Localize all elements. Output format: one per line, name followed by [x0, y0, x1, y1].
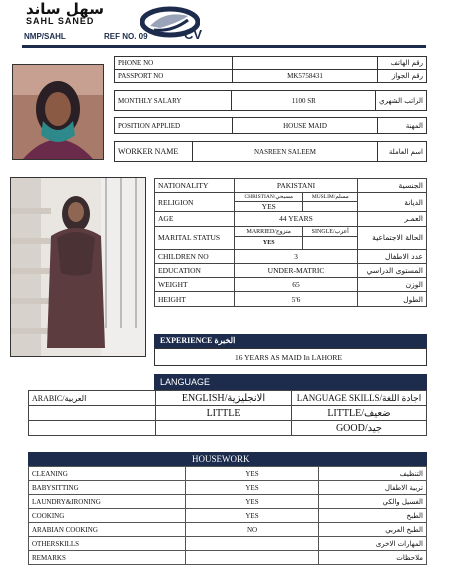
nationality-value: PAKISTANI: [235, 179, 358, 193]
salary-table: [114, 90, 427, 111]
fullbody-photo: [11, 178, 145, 356]
header-rule: [22, 45, 426, 48]
housework-value: [186, 551, 319, 565]
religion-label: RELIGION: [155, 193, 235, 212]
housework-label: REMARKS: [29, 551, 186, 565]
nationality-arabic: الجنسية: [358, 179, 427, 193]
housework-label: BABYSITTING: [29, 481, 186, 495]
phone-value: [233, 57, 378, 70]
marital-married-label: MARRIED/متزوج: [235, 226, 303, 236]
religion-christian-label: CHRISTIAN/مسيحي: [235, 193, 303, 202]
salary-arabic: الراتب الشهري: [376, 91, 427, 111]
marital-single-label: SINGLE/أعزب: [303, 226, 358, 236]
religion-christian-mark: YES: [235, 202, 303, 212]
weight-label: WEIGHT: [155, 278, 235, 292]
brand-arabic: سهل ساند: [26, 0, 104, 18]
housework-label: CLEANING: [29, 467, 186, 481]
worker-table: [114, 141, 427, 162]
housework-table: [28, 466, 427, 565]
phone-arabic: رقم الهاتف: [378, 57, 427, 70]
language-header: [154, 374, 427, 390]
marital-label: MARITAL STATUS: [155, 226, 235, 249]
housework-row: [29, 551, 427, 565]
ref-left: NMP/SAHL: [24, 32, 66, 41]
passport-value: MK5758431: [233, 70, 378, 83]
passport-arabic: رقم الجواز: [378, 70, 427, 83]
experience-value-cell: [154, 348, 427, 366]
housework-row: [29, 509, 427, 523]
housework-label: ARABIAN COOKING: [29, 523, 186, 537]
worker-value: NASREEN SALEEM: [193, 142, 378, 162]
housework-arabic: تربية الاطفال: [319, 481, 427, 495]
education-value: UNDER-MATRIC: [235, 263, 358, 277]
children-arabic: عدد الاطفال: [358, 249, 427, 263]
housework-value: YES: [186, 495, 319, 509]
english-level: LITTLE: [156, 406, 292, 421]
doc-type: CV: [184, 27, 203, 42]
housework-row: [29, 467, 427, 481]
personal-info-table: [154, 178, 427, 307]
portrait-photo-frame: [12, 64, 104, 160]
fullbody-photo-frame: [10, 177, 146, 357]
arabic-language-label: ARABIC/العربية: [29, 391, 156, 406]
brand-english: SAHL SANED: [26, 16, 95, 26]
housework-row: [29, 495, 427, 509]
position-arabic: المهنة: [378, 118, 427, 134]
housework-arabic: المهارات الاخرى: [319, 537, 427, 551]
housework-row: [29, 523, 427, 537]
arabic-level: [29, 406, 156, 421]
housework-row: [29, 537, 427, 551]
weight-value: 65: [235, 278, 358, 292]
little-legend: LITTLE/ضعيف: [292, 406, 427, 421]
language-header-text: LANGUAGE: [160, 377, 211, 387]
children-label: CHILDREN NO: [155, 249, 235, 263]
housework-value: YES: [186, 509, 319, 523]
position-table: [114, 117, 427, 134]
religion-arabic: الديانة: [358, 193, 427, 212]
nationality-label: NATIONALITY: [155, 179, 235, 193]
height-label: HEIGHT: [155, 292, 235, 306]
top-info-table: [114, 56, 427, 83]
experience-header-text: EXPERIENCE الخبرة: [160, 336, 236, 345]
english-language-label: ENGLISH/الانجليزية: [156, 391, 292, 406]
position-label: POSITION APPLIED: [115, 118, 233, 134]
housework-row: [29, 481, 427, 495]
phone-label: PHONE NO: [115, 57, 233, 70]
housework-header-text: HOUSEWORK: [192, 454, 250, 464]
age-label: AGE: [155, 212, 235, 226]
weight-arabic: الوزن: [358, 278, 427, 292]
housework-value: NO: [186, 523, 319, 537]
age-arabic: العمـر: [358, 212, 427, 226]
english-level-empty: [156, 421, 292, 436]
salary-label: MONTHLY SALARY: [115, 91, 232, 111]
children-value: 3: [235, 249, 358, 263]
marital-single-mark: [303, 236, 358, 249]
portrait-photo: [13, 65, 103, 159]
education-label: EDUCATION: [155, 263, 235, 277]
housework-arabic: الطبخ: [319, 509, 427, 523]
education-arabic: المستوى الدراسي: [358, 263, 427, 277]
worker-label: WORKER NAME: [115, 142, 193, 162]
housework-label: OTHERSKILLS: [29, 537, 186, 551]
experience-value: 16 YEARS AS MAID In LAHORE: [235, 353, 343, 362]
salary-value: 1100 SR: [232, 91, 376, 111]
height-arabic: الطول: [358, 292, 427, 306]
worker-arabic: اسم العاملة: [378, 142, 427, 162]
housework-arabic: التنظيف: [319, 467, 427, 481]
housework-arabic: الطبخ العربي: [319, 523, 427, 537]
housework-value: [186, 537, 319, 551]
housework-value: YES: [186, 467, 319, 481]
religion-muslim-mark: [303, 202, 358, 212]
religion-muslim-label: MUSLIM/مسلم: [303, 193, 358, 202]
language-skills-label: LANGUAGE SKILLS/اجادة اللغة: [292, 391, 427, 406]
experience-header: [154, 334, 427, 348]
position-value: HOUSE MAID: [233, 118, 378, 134]
height-value: 5'6: [235, 292, 358, 306]
ref-number: REF NO. 09: [104, 32, 148, 41]
good-legend: GOOD/جيد: [292, 421, 427, 436]
age-value: 44 YEARS: [235, 212, 358, 226]
housework-arabic: الغسيل والكي: [319, 495, 427, 509]
housework-value: YES: [186, 481, 319, 495]
passport-label: PASSPORT NO: [115, 70, 233, 83]
housework-arabic: ملاحظات: [319, 551, 427, 565]
arabic-level-empty: [29, 421, 156, 436]
housework-header: [28, 452, 427, 466]
marital-arabic: الحالة الاجتماعية: [358, 226, 427, 249]
language-table: [28, 390, 427, 436]
marital-married-mark: YES: [235, 236, 303, 249]
housework-label: LAUNDRY&IRONING: [29, 495, 186, 509]
housework-label: COOKING: [29, 509, 186, 523]
